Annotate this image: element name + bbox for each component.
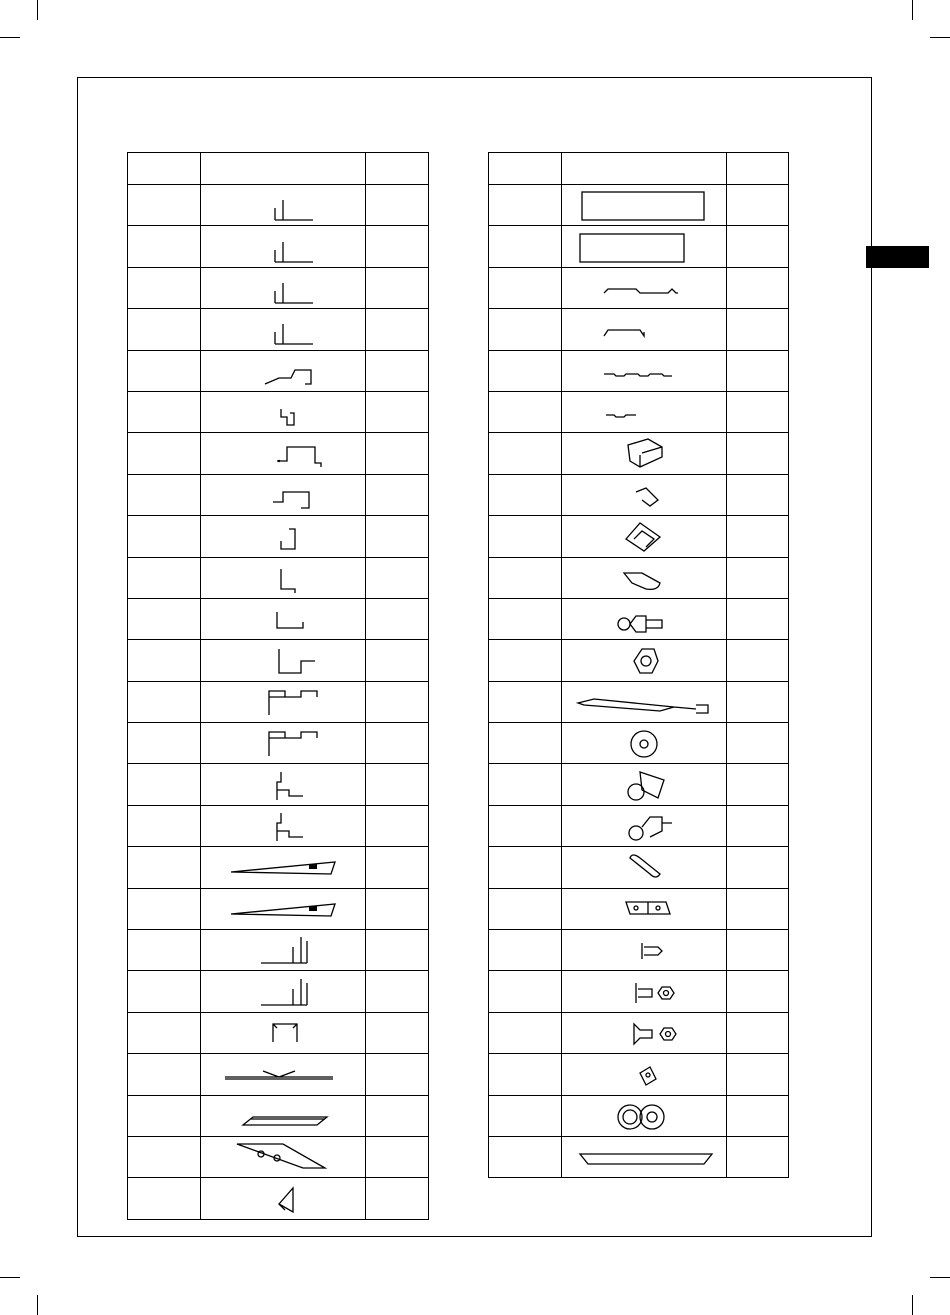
table-row	[489, 474, 789, 515]
part-illustration-cell	[201, 723, 366, 764]
table-row	[128, 847, 429, 888]
corner-block-icon	[562, 437, 726, 471]
table-row	[128, 1012, 429, 1053]
part-quantity-cell	[366, 1012, 429, 1053]
crop-mark	[930, 1277, 950, 1278]
part-number-cell	[489, 1054, 562, 1095]
part-illustration-cell	[562, 557, 727, 598]
table-row	[489, 847, 789, 888]
table-row	[128, 226, 429, 267]
part-illustration-cell	[562, 888, 727, 929]
table-row	[128, 681, 429, 722]
part-illustration-cell	[201, 1136, 366, 1177]
table-row	[128, 764, 429, 805]
washer-icon	[562, 726, 726, 760]
knob-pin-icon	[562, 809, 726, 843]
table-row	[489, 681, 789, 722]
crop-mark	[912, 0, 913, 20]
table-row	[489, 1054, 789, 1095]
part-quantity-cell	[366, 1054, 429, 1095]
hex-nut-icon	[562, 643, 726, 677]
table-row	[489, 888, 789, 929]
part-quantity-cell	[727, 1054, 789, 1095]
part-number-cell	[489, 681, 562, 722]
part-illustration-cell	[562, 1136, 727, 1177]
table-row	[489, 516, 789, 557]
part-number-cell	[128, 930, 201, 971]
part-illustration-cell	[201, 474, 366, 515]
part-illustration-cell	[201, 433, 366, 474]
part-number-cell	[489, 433, 562, 474]
table-header-row	[489, 153, 789, 185]
part-illustration-cell	[562, 267, 727, 308]
table-row	[489, 350, 789, 391]
part-illustration-cell	[562, 391, 727, 432]
part-illustration-cell	[201, 681, 366, 722]
part-illustration-cell	[201, 971, 366, 1012]
part-illustration-cell	[201, 309, 366, 350]
table-row	[128, 1095, 429, 1136]
part-number-cell	[128, 1095, 201, 1136]
hat-profile-icon	[201, 437, 365, 471]
corner-connector-icon	[562, 519, 726, 553]
j-profile-icon	[201, 519, 365, 553]
part-quantity-cell	[366, 1178, 429, 1219]
part-quantity-cell	[366, 681, 429, 722]
table-row	[128, 930, 429, 971]
part-quantity-cell	[727, 847, 789, 888]
part-number-cell	[489, 598, 562, 639]
table-row	[489, 557, 789, 598]
part-number-cell	[489, 474, 562, 515]
channel-profile-icon	[201, 643, 365, 677]
part-number-cell	[128, 267, 201, 308]
part-illustration-cell	[201, 598, 366, 639]
header-part	[201, 153, 366, 185]
part-illustration-cell	[201, 1054, 366, 1095]
angle-profile-icon	[201, 312, 365, 346]
table-row	[128, 598, 429, 639]
part-number-cell	[128, 309, 201, 350]
part-number-cell	[128, 681, 201, 722]
part-number-cell	[128, 1012, 201, 1053]
part-number-cell	[128, 1178, 201, 1219]
part-number-cell	[128, 433, 201, 474]
table-row	[128, 723, 429, 764]
angle-profile-icon	[201, 271, 365, 305]
part-number-cell	[489, 309, 562, 350]
bolt-and-nut-icon	[562, 975, 726, 1009]
part-illustration-cell	[562, 598, 727, 639]
header-number	[489, 153, 562, 185]
part-illustration-cell	[201, 185, 366, 226]
part-number-cell	[489, 888, 562, 929]
parts-table-left	[127, 152, 429, 1220]
part-quantity-cell	[727, 971, 789, 1012]
part-quantity-cell	[727, 1095, 789, 1136]
table-row	[489, 1095, 789, 1136]
part-quantity-cell	[366, 805, 429, 846]
table-row	[128, 1178, 429, 1219]
wide-channel-profile-icon	[201, 685, 365, 719]
part-number-cell	[489, 267, 562, 308]
part-quantity-cell	[727, 764, 789, 805]
crop-mark	[37, 1295, 38, 1315]
gable-panel-icon	[201, 892, 365, 926]
corner-gusset-icon	[201, 1182, 365, 1216]
table-row	[489, 433, 789, 474]
table-row	[489, 185, 789, 226]
table-row	[489, 309, 789, 350]
part-quantity-cell	[727, 598, 789, 639]
part-number-cell	[489, 516, 562, 557]
part-number-cell	[489, 640, 562, 681]
part-illustration-cell	[201, 640, 366, 681]
header-number	[128, 153, 201, 185]
table-row	[489, 391, 789, 432]
hinge-icon	[562, 892, 726, 926]
part-number-cell	[489, 764, 562, 805]
part-number-cell	[489, 847, 562, 888]
table-row	[128, 971, 429, 1012]
part-illustration-cell	[562, 516, 727, 557]
part-number-cell	[489, 1136, 562, 1177]
part-quantity-cell	[727, 1136, 789, 1177]
long-strip-icon	[562, 271, 726, 305]
part-illustration-cell	[201, 1012, 366, 1053]
gas-strut-icon	[562, 685, 726, 719]
part-illustration-cell	[562, 309, 727, 350]
crop-mark	[37, 0, 38, 20]
table-row	[489, 764, 789, 805]
table-row	[128, 474, 429, 515]
table-row	[489, 598, 789, 639]
section-tab-marker	[866, 246, 929, 268]
table-row	[128, 267, 429, 308]
part-quantity-cell	[727, 681, 789, 722]
part-quantity-cell	[727, 557, 789, 598]
part-number-cell	[489, 350, 562, 391]
part-quantity-cell	[366, 640, 429, 681]
table-row	[128, 1136, 429, 1177]
part-number-cell	[128, 764, 201, 805]
table-row	[489, 723, 789, 764]
wide-channel-profile-icon	[201, 726, 365, 760]
table-row	[489, 930, 789, 971]
part-illustration-cell	[562, 723, 727, 764]
header-part	[562, 153, 727, 185]
part-illustration-cell	[201, 557, 366, 598]
z-profile-icon	[201, 478, 365, 512]
part-number-cell	[128, 805, 201, 846]
table-row	[489, 971, 789, 1012]
part-quantity-cell	[366, 888, 429, 929]
part-number-cell	[128, 474, 201, 515]
part-number-cell	[489, 557, 562, 598]
part-number-cell	[128, 847, 201, 888]
table-row	[128, 805, 429, 846]
stepped-profile-icon	[201, 354, 365, 388]
part-illustration-cell	[562, 1012, 727, 1053]
double-fin-profile-icon	[201, 975, 365, 1009]
part-number-cell	[128, 516, 201, 557]
part-quantity-cell	[366, 557, 429, 598]
table-row	[128, 309, 429, 350]
part-illustration-cell	[201, 1178, 366, 1219]
short-corrugated-strip-icon	[562, 395, 726, 429]
table-row	[489, 226, 789, 267]
part-number-cell	[128, 640, 201, 681]
crop-mark	[0, 37, 20, 38]
part-number-cell	[489, 805, 562, 846]
part-quantity-cell	[366, 309, 429, 350]
slotted-link-icon	[562, 850, 726, 884]
part-quantity-cell	[727, 888, 789, 929]
part-quantity-cell	[727, 185, 789, 226]
ridge-cap-icon	[201, 1057, 365, 1091]
part-quantity-cell	[727, 350, 789, 391]
part-number-cell	[489, 391, 562, 432]
header-quantity	[727, 153, 789, 185]
gable-panel-icon	[201, 850, 365, 884]
angle-profile-icon	[201, 230, 365, 264]
part-quantity-cell	[366, 433, 429, 474]
table-row	[489, 805, 789, 846]
header-quantity	[366, 153, 429, 185]
part-number-cell	[128, 391, 201, 432]
part-illustration-cell	[201, 516, 366, 557]
part-quantity-cell	[727, 226, 789, 267]
part-number-cell	[128, 598, 201, 639]
small-bracket-profile-icon	[201, 395, 365, 429]
part-quantity-cell	[727, 1012, 789, 1053]
offset-profile-icon	[201, 768, 365, 802]
part-illustration-cell	[562, 805, 727, 846]
part-illustration-cell	[201, 391, 366, 432]
part-quantity-cell	[727, 267, 789, 308]
end-cap-icon	[562, 1057, 726, 1091]
part-quantity-cell	[366, 1136, 429, 1177]
part-illustration-cell	[562, 1054, 727, 1095]
countersunk-bolt-and-nut-icon	[562, 1016, 726, 1050]
part-illustration-cell	[201, 805, 366, 846]
part-quantity-cell	[366, 267, 429, 308]
table-row	[128, 516, 429, 557]
small-clip-icon	[562, 478, 726, 512]
part-quantity-cell	[366, 226, 429, 267]
part-illustration-cell	[562, 433, 727, 474]
part-illustration-cell	[201, 888, 366, 929]
part-number-cell	[489, 930, 562, 971]
part-number-cell	[489, 185, 562, 226]
table-row	[128, 888, 429, 929]
l-profile-icon	[201, 561, 365, 595]
part-quantity-cell	[727, 723, 789, 764]
part-number-cell	[128, 971, 201, 1012]
part-quantity-cell	[366, 350, 429, 391]
part-illustration-cell	[201, 930, 366, 971]
part-quantity-cell	[727, 391, 789, 432]
roller-bracket-icon	[562, 768, 726, 802]
part-number-cell	[128, 723, 201, 764]
part-quantity-cell	[366, 847, 429, 888]
crop-mark	[930, 37, 950, 38]
part-illustration-cell	[562, 764, 727, 805]
part-number-cell	[128, 1136, 201, 1177]
table-row	[128, 1054, 429, 1095]
table-row	[489, 267, 789, 308]
self-tapping-screw-icon	[562, 933, 726, 967]
part-quantity-cell	[366, 185, 429, 226]
part-illustration-cell	[201, 1095, 366, 1136]
parts-table-right	[488, 152, 789, 1178]
double-fin-profile-icon	[201, 933, 365, 967]
part-quantity-cell	[366, 1095, 429, 1136]
part-number-cell	[128, 1054, 201, 1095]
part-quantity-cell	[366, 764, 429, 805]
part-illustration-cell	[562, 847, 727, 888]
crop-mark	[912, 1295, 913, 1315]
table-header-row	[128, 153, 429, 185]
part-illustration-cell	[201, 267, 366, 308]
table-row	[128, 640, 429, 681]
part-number-cell	[128, 557, 201, 598]
part-quantity-cell	[366, 474, 429, 515]
ball-stud-icon	[562, 602, 726, 636]
part-illustration-cell	[201, 226, 366, 267]
part-quantity-cell	[366, 723, 429, 764]
part-number-cell	[128, 888, 201, 929]
trim-strip-icon	[562, 1140, 726, 1174]
part-number-cell	[128, 226, 201, 267]
table-row	[128, 185, 429, 226]
angle-profile-icon	[201, 188, 365, 222]
table-row	[128, 391, 429, 432]
perforated-rail-icon	[201, 1099, 365, 1133]
offset-profile-icon	[201, 809, 365, 843]
corrugated-strip-icon	[562, 354, 726, 388]
part-number-cell	[128, 350, 201, 391]
part-number-cell	[128, 185, 201, 226]
part-quantity-cell	[366, 516, 429, 557]
part-quantity-cell	[727, 930, 789, 971]
table-row	[489, 1012, 789, 1053]
part-illustration-cell	[562, 350, 727, 391]
part-quantity-cell	[727, 805, 789, 846]
part-number-cell	[489, 226, 562, 267]
part-illustration-cell	[562, 971, 727, 1012]
table-row	[128, 433, 429, 474]
part-illustration-cell	[201, 764, 366, 805]
part-quantity-cell	[366, 930, 429, 971]
part-quantity-cell	[366, 598, 429, 639]
part-number-cell	[489, 1095, 562, 1136]
part-illustration-cell	[201, 847, 366, 888]
table-row	[128, 557, 429, 598]
short-strip-icon	[562, 312, 726, 346]
crop-mark	[0, 1277, 20, 1278]
part-illustration-cell	[562, 226, 727, 267]
part-quantity-cell	[727, 474, 789, 515]
narrow-panel-icon	[562, 230, 726, 264]
grommet-icon	[562, 1099, 726, 1133]
part-illustration-cell	[562, 640, 727, 681]
part-illustration-cell	[562, 681, 727, 722]
u-profile-icon	[201, 602, 365, 636]
part-illustration-cell	[562, 1095, 727, 1136]
box-profile-icon	[201, 1016, 365, 1050]
part-quantity-cell	[727, 309, 789, 350]
part-illustration-cell	[562, 930, 727, 971]
table-row	[128, 350, 429, 391]
part-quantity-cell	[727, 433, 789, 474]
table-row	[489, 640, 789, 681]
part-quantity-cell	[366, 971, 429, 1012]
part-quantity-cell	[727, 640, 789, 681]
part-number-cell	[489, 1012, 562, 1053]
part-number-cell	[489, 971, 562, 1012]
part-illustration-cell	[201, 350, 366, 391]
part-illustration-cell	[562, 185, 727, 226]
table-row	[489, 1136, 789, 1177]
wide-panel-icon	[562, 188, 726, 222]
part-number-cell	[489, 723, 562, 764]
part-quantity-cell	[366, 391, 429, 432]
part-quantity-cell	[727, 516, 789, 557]
mounting-plate-icon	[201, 1140, 365, 1174]
part-illustration-cell	[562, 474, 727, 515]
bracket-clip-icon	[562, 561, 726, 595]
